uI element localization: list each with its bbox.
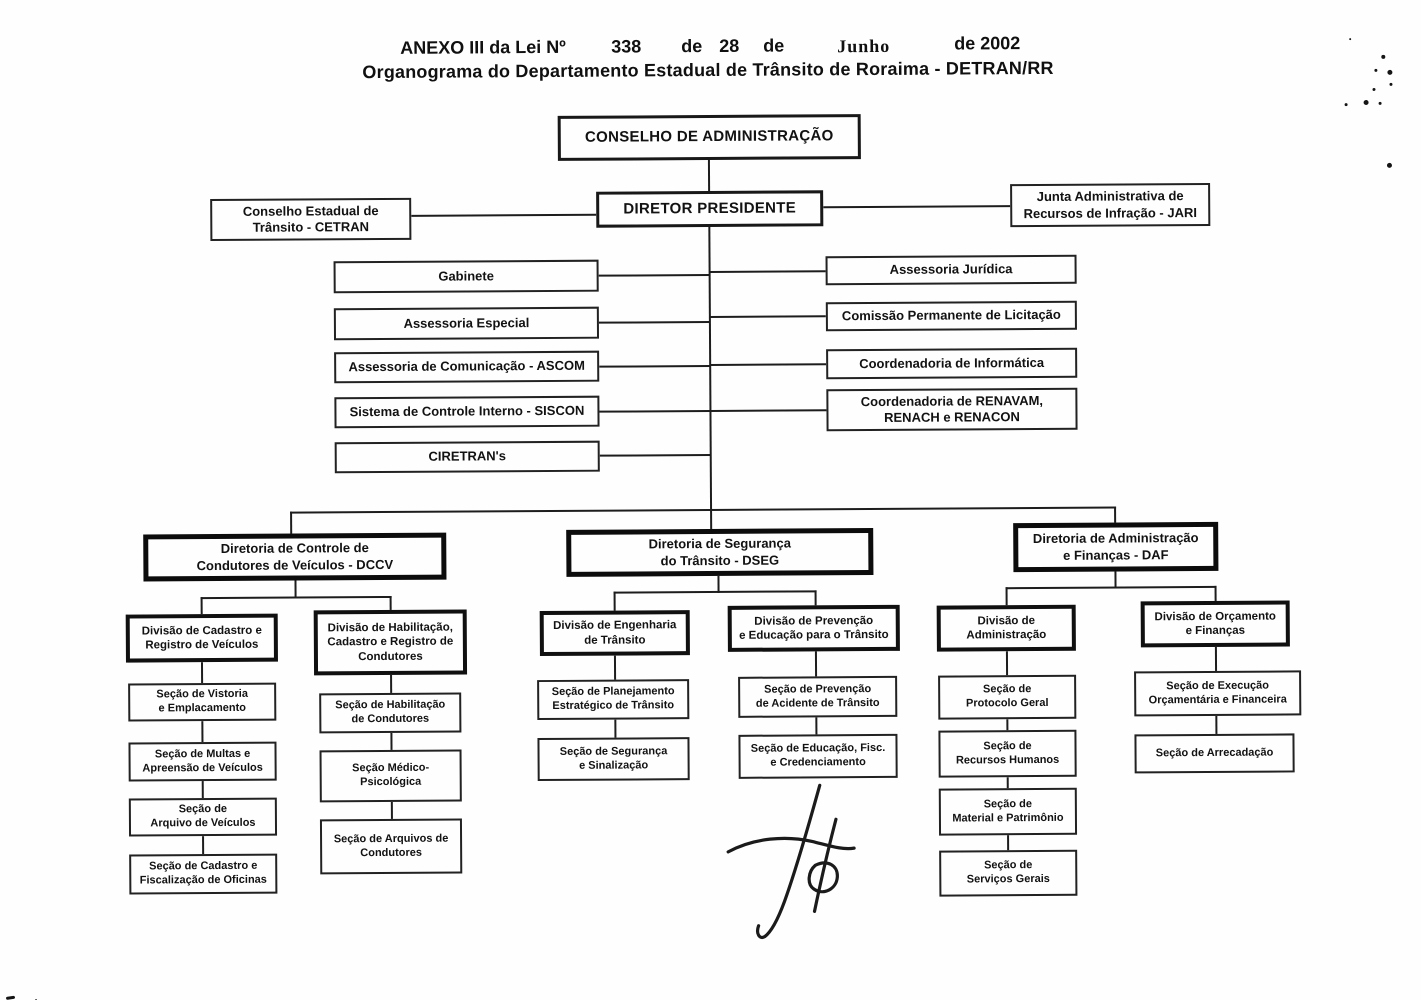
ink-speck <box>1372 88 1375 91</box>
connector <box>710 409 826 412</box>
ink-speck <box>1379 102 1382 105</box>
connector <box>1114 572 1116 588</box>
connector <box>599 410 710 413</box>
connector <box>202 780 204 799</box>
connector <box>614 656 616 681</box>
node-secao-fiscalizacao-oficinas: Seção de Cadastro e Fiscalização de Oficinas <box>129 854 277 895</box>
node-secao-vistoria: Seção de Vistoria e Emplacamento <box>128 683 276 722</box>
ink-speck <box>1345 103 1348 106</box>
title-prefix: ANEXO III da Lei Nº <box>400 36 566 58</box>
connector <box>411 214 596 217</box>
node-divisao-engenharia: Divisão de Engenharia de Trânsito <box>540 610 690 656</box>
node-secao-prevencao-acidente: Seção de Prevenção de Acidente de Trânsito <box>738 676 897 718</box>
node-secao-multas: Seção de Multas e Apreensão de Veículos <box>128 742 276 782</box>
connector <box>390 675 392 694</box>
node-secao-arrecadacao: Seção de Arrecadação <box>1134 733 1294 773</box>
ink-speck <box>1389 83 1392 86</box>
node-coordenadoria-informatica: Coordenadoria de Informática <box>826 348 1077 380</box>
connector <box>614 590 817 593</box>
node-gabinete: Gabinete <box>334 260 599 294</box>
ink-speck <box>1349 38 1351 40</box>
connector <box>201 596 392 599</box>
connector <box>1006 651 1008 676</box>
node-secao-arquivos-condutores: Seção de Arquivos de Condutores <box>320 819 462 875</box>
node-cetran: Conselho Estadual de Trânsito - CETRAN <box>210 198 411 241</box>
node-secao-material-patrimonio: Seção de Material e Patrimônio <box>939 788 1077 836</box>
node-siscon: Sistema de Controle Interno - SISCON <box>334 396 599 429</box>
connector <box>710 270 826 273</box>
title-law-number: 338 <box>611 36 642 57</box>
node-conselho-administracao: CONSELHO DE ADMINISTRAÇÃO <box>558 114 861 161</box>
connector <box>708 160 710 193</box>
connector <box>390 596 392 611</box>
node-secao-recursos-humanos: Seção de Recursos Humanos <box>938 730 1076 778</box>
node-diretoria-daf: Diretoria de Administração e Finanças - DAF <box>1013 522 1218 572</box>
node-divisao-cadastro-veiculos: Divisão de Cadastro e Registro de Veículos <box>126 614 278 663</box>
connector <box>201 721 203 743</box>
connector <box>710 315 826 318</box>
node-jari: Junta Administrativa de Recursos de Infração - JARI <box>1010 183 1210 227</box>
node-secao-educacao-fisc: Seção de Educação, Fisc. e Credenciamento <box>738 734 897 779</box>
ink-speck <box>6 996 15 1000</box>
node-secao-seguranca-sinalizacao: Seção de Segurança e Sinalização <box>537 737 689 781</box>
title-month: Junho <box>837 35 891 57</box>
signature-icon <box>724 779 865 950</box>
connector <box>1215 647 1217 672</box>
page-title: Organograma do Departamento Estadual de Trânsito de Roraima - DETRAN/RR <box>362 57 1054 83</box>
connector <box>710 363 826 366</box>
connector <box>1006 586 1217 589</box>
node-secao-servicos-gerais: Seção de Serviços Gerais <box>939 850 1077 897</box>
connector <box>823 205 1010 208</box>
connector <box>599 365 710 368</box>
ink-speck <box>1387 70 1392 75</box>
node-coordenadoria-renavam: Coordenadoria de RENAVAM, RENACH e RENACON <box>826 388 1077 432</box>
node-ascom: Assessoria de Comunicação - ASCOM <box>334 351 599 384</box>
connector <box>390 733 392 751</box>
connector <box>202 836 204 855</box>
connector <box>290 507 1116 514</box>
title-de2: de <box>763 35 785 56</box>
node-secao-habilitacao-condutores: Seção de Habilitação de Condutores <box>319 693 461 734</box>
connector <box>599 274 710 277</box>
connector <box>290 512 292 536</box>
node-divisao-administracao: Divisão de Administração <box>937 605 1076 652</box>
node-assessoria-especial: Assessoria Especial <box>334 307 599 341</box>
connector <box>1006 587 1008 606</box>
node-secao-protocolo: Seção de Protocolo Geral <box>938 675 1076 720</box>
node-secao-arquivo-veiculos: Seção de Arquivo de Veículos <box>129 798 277 837</box>
node-secao-execucao-orcamentaria: Seção de Execução Orçamentária e Financeira <box>1134 670 1301 716</box>
title-de1: de <box>681 36 703 57</box>
connector <box>614 720 616 739</box>
ink-speck <box>1364 100 1369 105</box>
node-comissao-licitacao: Comissão Permanente de Licitação <box>826 301 1077 332</box>
connector <box>710 509 712 531</box>
connector <box>815 590 817 606</box>
connector <box>815 717 817 735</box>
connector <box>201 662 203 684</box>
connector <box>1215 716 1217 735</box>
connector <box>294 581 296 598</box>
ink-speck <box>1387 163 1392 168</box>
node-assessoria-juridica: Assessoria Jurídica <box>826 255 1077 286</box>
node-diretor-presidente: DIRETOR PRESIDENTE <box>596 190 823 227</box>
title-day: 28 <box>719 35 740 56</box>
connector <box>708 227 712 511</box>
ink-speck <box>1381 55 1385 59</box>
ink-speck <box>1374 69 1377 72</box>
node-ciretrans: CIRETRAN's <box>335 441 600 474</box>
node-diretoria-dseg: Diretoria de Segurança do Trânsito - DSEG <box>566 528 873 577</box>
connector <box>1215 586 1217 602</box>
node-diretoria-dccv: Diretoria de Controle de Condutores de Veículos - DCCV <box>143 533 446 582</box>
connector <box>201 597 203 615</box>
connector <box>1007 834 1009 851</box>
connector <box>815 651 817 677</box>
node-secao-medico-psicologica: Seção Médico- Psicológica <box>320 750 462 803</box>
connector <box>614 592 616 612</box>
connector <box>391 802 393 820</box>
node-divisao-orcamento: Divisão de Orçamento e Finanças <box>1141 600 1290 647</box>
node-secao-planejamento: Seção de Planejamento Estratégico de Trânsito <box>537 679 689 720</box>
connector <box>599 321 710 324</box>
connector <box>600 454 711 457</box>
title-year: de 2002 <box>954 33 1021 54</box>
node-divisao-habilitacao: Divisão de Habilitação, Cadastro e Registro de Condutores <box>314 609 467 675</box>
node-divisao-prevencao: Divisão de Prevenção e Educação para o Trânsito <box>728 605 900 652</box>
